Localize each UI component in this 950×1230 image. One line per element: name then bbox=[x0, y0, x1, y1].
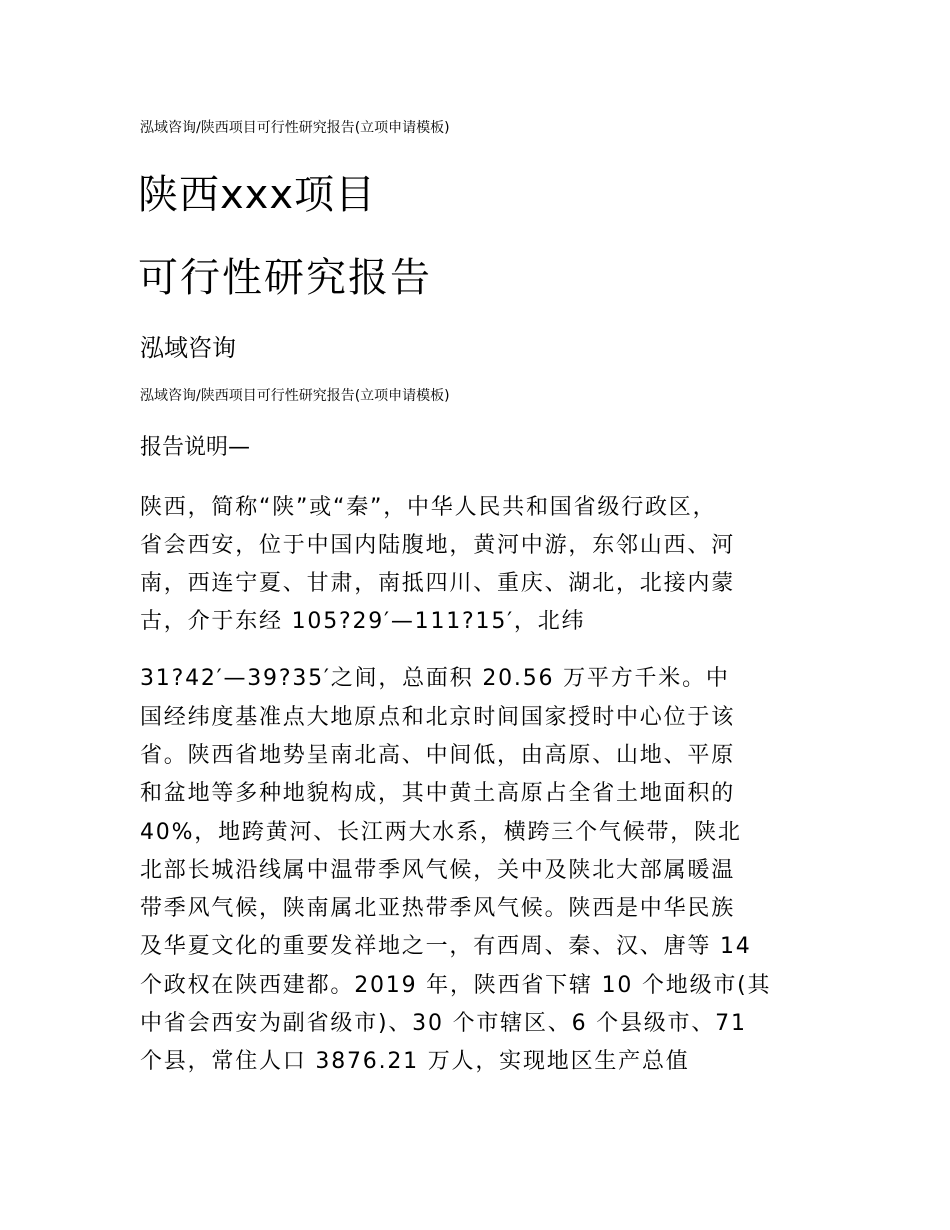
paragraph-2-line: 北部长城沿线属中温带季风气候，关中及陕北大部属暖温 bbox=[140, 858, 736, 883]
section-heading: 报告说明— bbox=[140, 435, 251, 460]
paragraph-2-line: 个县，常住人口 3876.21 万人，实现地区生产总值 bbox=[140, 1049, 690, 1074]
paragraph-1-line: 陕西，简称“陕”或“秦”，中华人民共和国省级行政区， bbox=[140, 495, 717, 520]
paragraph-2-line: 国经纬度基准点大地原点和北京时间国家授时中心位于该 bbox=[140, 705, 736, 730]
document-title-line-1: 陕西xxx项目 bbox=[138, 172, 377, 218]
paragraph-2-line: 40%，地跨黄河、长江两大水系，横跨三个气候带，陕北 bbox=[140, 820, 742, 845]
paragraph-1-line: 南，西连宁夏、甘肃，南抵四川、重庆、湖北，北接内蒙 bbox=[140, 571, 736, 596]
document-title-line-2: 可行性研究报告 bbox=[138, 255, 432, 301]
paragraph-2-line: 31?42′—39?35′之间，总面积 20.56 万平方千米。中 bbox=[140, 666, 730, 691]
paragraph-2-line: 省。陕西省地势呈南北高、中间低，由高原、山地、平原 bbox=[140, 743, 736, 768]
paragraph-1-line: 省会西安，位于中国内陆腹地，黄河中游，东邻山西、河 bbox=[140, 533, 736, 558]
paragraph-2-line: 中省会西安为副省级市)、30 个市辖区、6 个县级市、71 bbox=[140, 1011, 747, 1036]
running-header-repeat: 泓域咨询/陕西项目可行性研究报告(立项申请模板) bbox=[140, 388, 450, 404]
running-header: 泓域咨询/陕西项目可行性研究报告(立项申请模板) bbox=[140, 120, 450, 136]
paragraph-1-line: 古，介于东经 105?29′—111?15′，北纬 bbox=[140, 609, 586, 634]
paragraph-2-line: 带季风气候，陕南属北亚热带季风气候。陕西是中华民族 bbox=[140, 896, 736, 921]
paragraph-2-line: 个政权在陕西建都。2019 年，陕西省下辖 10 个地级市(其 bbox=[140, 973, 772, 998]
paragraph-2-line: 和盆地等多种地貌构成，其中黄土高原占全省土地面积的 bbox=[140, 781, 736, 806]
paragraph-2-line: 及华夏文化的重要发祥地之一，有西周、秦、汉、唐等 14 bbox=[140, 934, 752, 959]
company-name: 泓域咨询 bbox=[140, 334, 236, 362]
